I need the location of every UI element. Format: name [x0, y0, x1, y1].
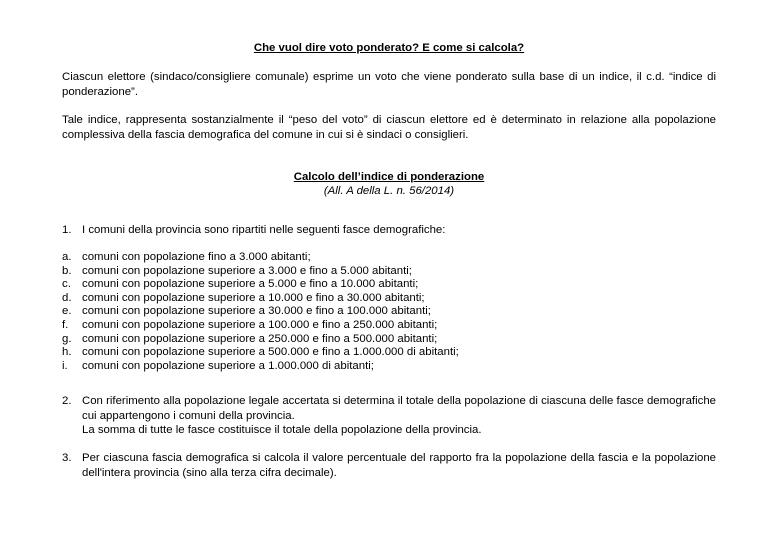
- list-item-letter: g.: [62, 332, 72, 345]
- list-item-letter: e.: [62, 305, 72, 318]
- list-item: [62, 304, 716, 318]
- step-text: I comuni della provincia sono ripartiti nelle seguenti fasce demografiche:: [82, 224, 446, 236]
- step-1: [62, 223, 716, 238]
- section-reference: (All. A della L. n. 56/2014): [323, 185, 455, 197]
- step-text: Con riferimento alla popolazione legale accertata si determina il totale della popolazione di ciascuna delle fasce demografiche cui appartengono i comuni della provincia.: [82, 395, 716, 422]
- list-item-text: comuni con popolazione superiore a 5.000 e fino a 10.000 abitanti;: [82, 278, 419, 291]
- list-item-letter: i.: [62, 359, 68, 372]
- list-item: [62, 277, 716, 291]
- step-number: 2.: [62, 395, 72, 407]
- list-item: [62, 264, 716, 278]
- step-number: 3.: [62, 452, 72, 464]
- list-item: [62, 250, 716, 264]
- list-item-text: comuni con popolazione superiore a 500.000 e fino a 1.000.000 di abitanti;: [82, 346, 459, 359]
- demographic-bands-list: [62, 250, 716, 372]
- list-item: [62, 318, 716, 332]
- step-text: Per ciascuna fascia demografica si calcola il valore percentuale del rapporto fra la popolazione della fascia e la popolazione dell'intera provincia (sino alla terza cifra decimale).: [82, 452, 716, 479]
- page-title: Che vuol dire voto ponderato? E come si calcola?: [253, 42, 525, 54]
- list-item-text: comuni con popolazione fino a 3.000 abitanti;: [82, 251, 311, 263]
- list-item-text: comuni con popolazione superiore a 250.000 e fino a 500.000 abitanti;: [82, 332, 438, 345]
- list-item-letter: a.: [62, 251, 72, 263]
- list-item-letter: b.: [62, 264, 72, 277]
- list-item-text: comuni con popolazione superiore a 30.000 e fino a 100.000 abitanti;: [82, 305, 431, 318]
- list-item: [62, 332, 716, 346]
- step-3: [62, 451, 716, 480]
- intro-paragraph-1: Ciascun elettore (sindaco/consigliere comunale) esprime un voto che viene ponderato sulla base di un indice, il c.d. “indice di ponderazione”.: [62, 71, 716, 98]
- step-text-continued: La somma di tutte le fasce costituisce il totale della popolazione della provincia.: [82, 424, 482, 436]
- list-item-text: comuni con popolazione superiore a 100.000 e fino a 250.000 abitanti;: [82, 318, 438, 331]
- list-item-letter: f.: [62, 318, 69, 331]
- list-item-text: comuni con popolazione superiore a 10.000 e fino a 30.000 abitanti;: [82, 291, 425, 304]
- intro-paragraph-2: Tale indice, rappresenta sostanzialmente il “peso del voto” di ciascun elettore ed è determinato in relazione alla popolazione complessiva della fascia demografica del comune in cui si è sindaci o consiglieri.: [62, 114, 716, 141]
- list-item: [62, 359, 716, 373]
- list-item-letter: d.: [62, 291, 72, 304]
- step-2: [62, 394, 716, 438]
- section-title: Calcolo dell’indice di ponderazione: [293, 171, 485, 183]
- list-item-letter: c.: [62, 278, 71, 291]
- list-item: [62, 291, 716, 305]
- list-item: [62, 345, 716, 359]
- step-number: 1.: [62, 224, 72, 236]
- list-item-text: comuni con popolazione superiore a 3.000 e fino a 5.000 abitanti;: [82, 264, 412, 277]
- list-item-letter: h.: [62, 346, 72, 359]
- list-item-text: comuni con popolazione superiore a 1.000.000 di abitanti;: [82, 359, 374, 372]
